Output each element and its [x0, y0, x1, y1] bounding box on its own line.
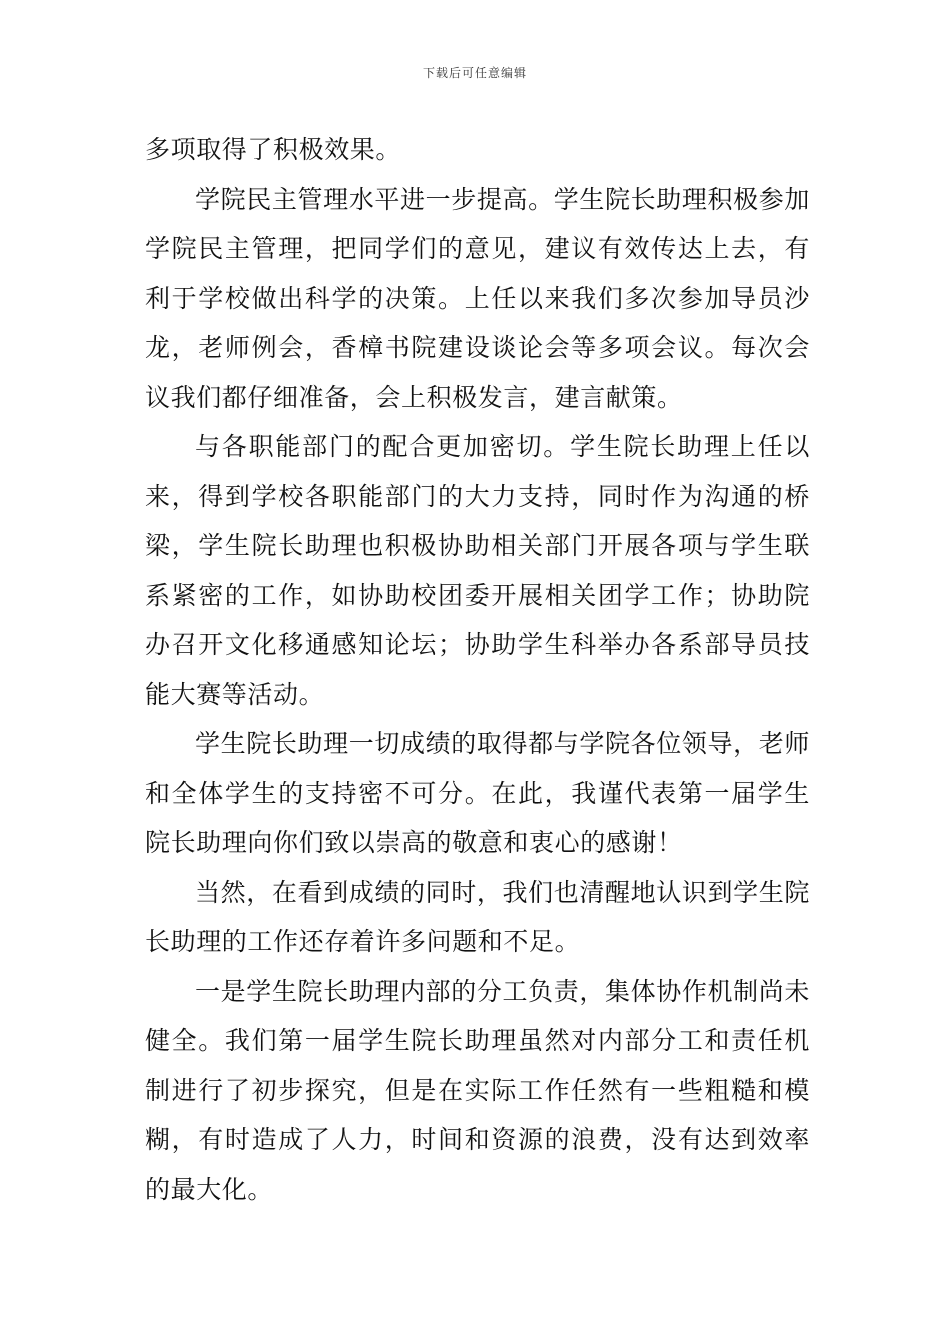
paragraph-4: 学生院长助理一切成绩的取得都与学院各位领导，老师和全体学生的支持密不可分。在此，我谨代表第一届学生院长助理向你们致以崇高的敬意和衷心的感谢！ [145, 729, 810, 857]
paragraph-1: 多项取得了积极效果。 [145, 135, 402, 164]
paragraph-2: 学院民主管理水平进一步提高。学生院长助理积极参加学院民主管理，把同学们的意见，建议有效传达上去，有利于学校做出科学的决策。上任以来我们多次参加导员沙龙，老师例会，香樟书院建设谈论会等多项会议。每次会议我们都仔细准备，会上积极发言，建言献策。 [145, 184, 810, 412]
document-body [145, 125, 810, 1214]
paragraph-6: 一是学生院长助理内部的分工负责，集体协作机制尚未健全。我们第一届学生院长助理虽然对内部分工和责任机制进行了初步探究，但是在实际工作任然有一些粗糙和模糊，有时造成了人力，时间和资源的浪费，没有达到效率的最大化。 [145, 976, 810, 1204]
paragraph-5: 当然，在看到成绩的同时，我们也清醒地认识到学生院长助理的工作还存着许多问题和不足。 [145, 877, 810, 956]
header-note: 下载后可任意编辑 [422, 66, 527, 80]
paragraph-3: 与各职能部门的配合更加密切。学生院长助理上任以来，得到学校各职能部门的大力支持，同时作为沟通的桥梁，学生院长助理也积极协助相关部门开展各项与学生联系紧密的工作，如协助校团委开展相关团学工作；协助院办召开文化移通感知论坛；协助学生科举办各系部导员技能大赛等活动。 [145, 432, 810, 709]
